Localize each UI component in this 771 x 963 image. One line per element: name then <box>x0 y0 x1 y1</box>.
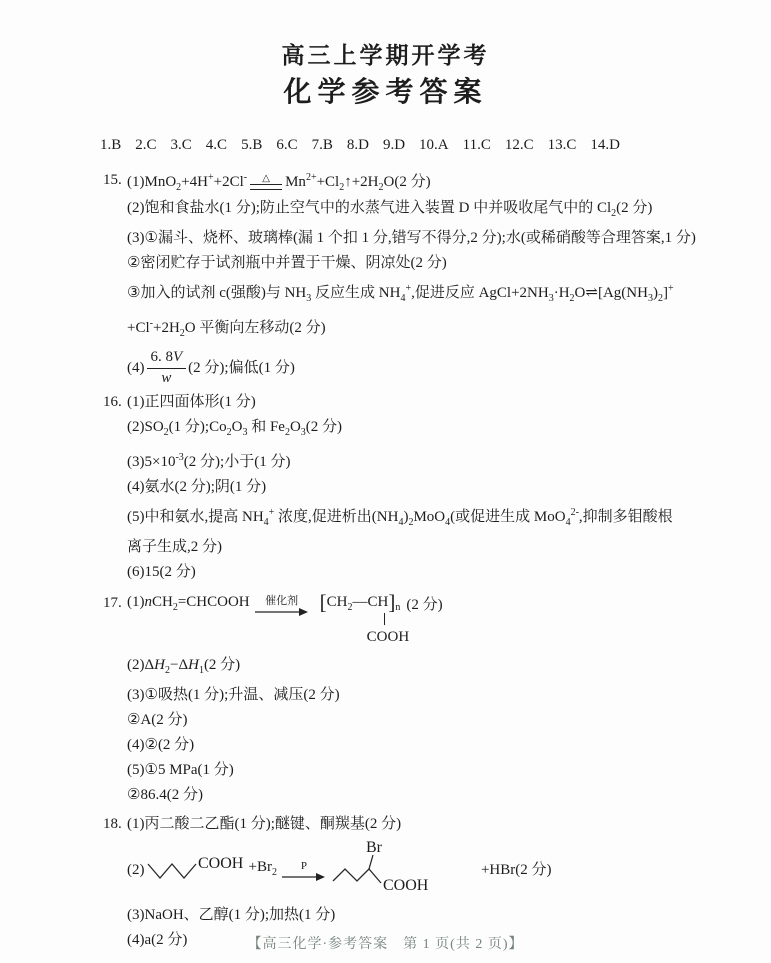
skeletal-structure-bromo-acid <box>331 840 481 900</box>
q18-answer-4: (4)a(2 分) <box>127 932 188 948</box>
choice-answer: 12.C <box>504 137 534 153</box>
skeletal-structure-butanoic-acid <box>145 848 249 892</box>
choice-answer: 10.A <box>419 137 449 153</box>
equation-left: (1)MnO$_2$+4H++2Cl- <box>127 171 248 193</box>
question-17 <box>103 591 763 808</box>
phosphorus-arrow <box>282 860 326 881</box>
equation-right: $Mn^{2+}+Cl_2↑+2H_2O(2$ 分) <box>285 171 431 193</box>
question-number: 18. <box>103 816 122 832</box>
fraction-numerator: 6. 8V <box>147 349 187 368</box>
q16-answer-6: (6)15(2 分) <box>127 564 196 580</box>
answer-prefix: (2) <box>127 861 145 878</box>
q16-answer-5-line1: (5)中和氨水,提高 $NH_4^+$ 浓度,促进析出$(NH_4)_2MoO_4$(或促进生成 MoO$_4^{2-}$,抑制多钼酸根 <box>127 507 673 528</box>
fraction <box>147 349 187 387</box>
choice-answer: 14.D <box>590 137 620 153</box>
q16-answer-3: $(3)5\times 10^{-3}(2$ 分);小于(1 分) <box>127 452 291 470</box>
q16-answer-4: (4)氨水(2 分);阴(1 分) <box>127 479 267 495</box>
repeat-unit: $CH_2—CH$ <box>326 594 389 613</box>
q18-answer-3: (3)NaOH、乙醇(1 分);加热(1 分) <box>127 907 336 923</box>
choice-answer: 4.C <box>205 137 228 153</box>
polymer-structure <box>319 590 410 645</box>
q18-answer-1: (1)丙二酸二乙酯(1 分);醚键、酮羰基(2 分) <box>127 816 402 832</box>
answer-suffix: (2 分);偏低(1 分) <box>188 359 295 376</box>
choice-answer: 6.C <box>276 137 298 153</box>
q15-answer-4 <box>127 346 763 390</box>
question-number: 16. <box>103 394 122 410</box>
choice-answer: 7.B <box>311 137 333 153</box>
q16-answer-1: (1)正四面体形(1 分) <box>127 394 256 410</box>
choice-answer: 5.B <box>241 137 263 153</box>
q15-answer-3-3-line2: $+Cl^-+2H_2O$ 平衡向左移动(2 分) <box>127 318 326 339</box>
pendant-group: COOH <box>366 629 410 645</box>
double-line <box>250 184 282 190</box>
q18-answer-2 <box>127 837 763 903</box>
choice-answer: 1.B <box>100 137 122 153</box>
degree-of-polymerization: n <box>395 602 401 613</box>
choice-answer: 3.C <box>170 137 192 153</box>
q17-answer-5-2: ②86.4(2 分) <box>127 787 203 803</box>
answer-key-title: 化学参考答案 <box>283 76 488 107</box>
exam-title: 高三上学期开学考 <box>281 42 490 68</box>
question-18 <box>103 812 763 953</box>
right-arrow-icon <box>255 607 309 616</box>
byproduct: +HBr(2 分) <box>480 861 552 878</box>
q16-answer-2: $(2)SO_2(1$ 分)$;Co_2O_3$ 和 $Fe_2O_3(2$ 分) <box>127 419 343 438</box>
choice-answer: 13.C <box>547 137 577 153</box>
q17-answer-1 <box>127 590 763 645</box>
choice-answer: 9.D <box>382 137 406 153</box>
q15-answer-2: (2)饱和食盐水(1 分);防止空气中的水蒸气进入装置 D 中并吸收尾气中的 $Cl_2(2$ 分) <box>127 200 653 219</box>
arrow-label: 催化剂 <box>265 594 299 607</box>
choice-answer: 2.C <box>135 137 157 153</box>
q17-answer-4: (4)②(2 分) <box>127 737 195 753</box>
choice-answer: 8.D <box>346 137 369 153</box>
bracket-open: [ <box>319 590 327 614</box>
right-arrow-icon <box>282 872 326 881</box>
br-label: Br <box>365 840 382 856</box>
q15-answer-3-3-line1: ③加入的试剂 c(强酸)与 $NH_3$ 反应生成 $NH_4^+$,促进反应 $AgCl+2NH_3\cdot H_2O\rightleftharpoons[Ag(NH_3)_2]^+$ <box>127 283 674 304</box>
page-footer: 【高三化学·参考答案 第 1 页(共 2 页)】 <box>247 937 524 952</box>
bracket-close: ] <box>388 590 396 614</box>
question-number: 15. <box>103 172 122 188</box>
reagent: $+Br_2$ <box>248 859 277 878</box>
arrow-label: P <box>300 859 308 872</box>
question-15 <box>103 168 763 390</box>
q17-answer-3-2: ②A(2 分) <box>127 712 188 728</box>
question-number: 17. <box>103 595 122 611</box>
question-16 <box>103 390 763 585</box>
multiple-choice-answers <box>100 137 771 154</box>
q17-answer-5-1: (5)①5 MPa(1 分) <box>127 762 234 778</box>
choice-answer: 11.C <box>462 137 491 153</box>
triangle-heat-symbol: △ <box>262 173 270 184</box>
answers-body <box>103 168 763 953</box>
fraction-denominator: w <box>161 369 172 386</box>
monomer-formula: (1)nCH$_2$=CHCOOH <box>127 594 250 613</box>
q15-answer-3-2: ②密闭贮存于试剂瓶中并置于干燥、阴凉处(2 分) <box>127 255 447 271</box>
document-header <box>0 40 771 110</box>
q17-answer-3-1: (3)①吸热(1 分);升温、减压(2 分) <box>127 687 340 703</box>
q15-answer-1 <box>127 168 763 196</box>
cooh-label: COOH <box>197 855 243 872</box>
score: (2 分) <box>406 596 443 613</box>
q17-answer-2: $(2)\Delta H_2-\Delta H_1(2$ 分) <box>127 657 241 676</box>
q15-answer-3-1: (3)①漏斗、烧杯、玻璃棒(漏 1 个扣 1 分,错写不得分,2 分);水(或稀硝酸等合理答案,1 分) <box>127 230 696 246</box>
catalyst-arrow <box>255 595 309 616</box>
q16-answer-5-line2: 离子生成,2 分) <box>127 539 222 555</box>
heating-condition-equals <box>250 174 282 190</box>
cooh-label: COOH <box>382 877 429 894</box>
vertical-bond <box>384 613 385 625</box>
answer-prefix: (4) <box>127 359 145 376</box>
